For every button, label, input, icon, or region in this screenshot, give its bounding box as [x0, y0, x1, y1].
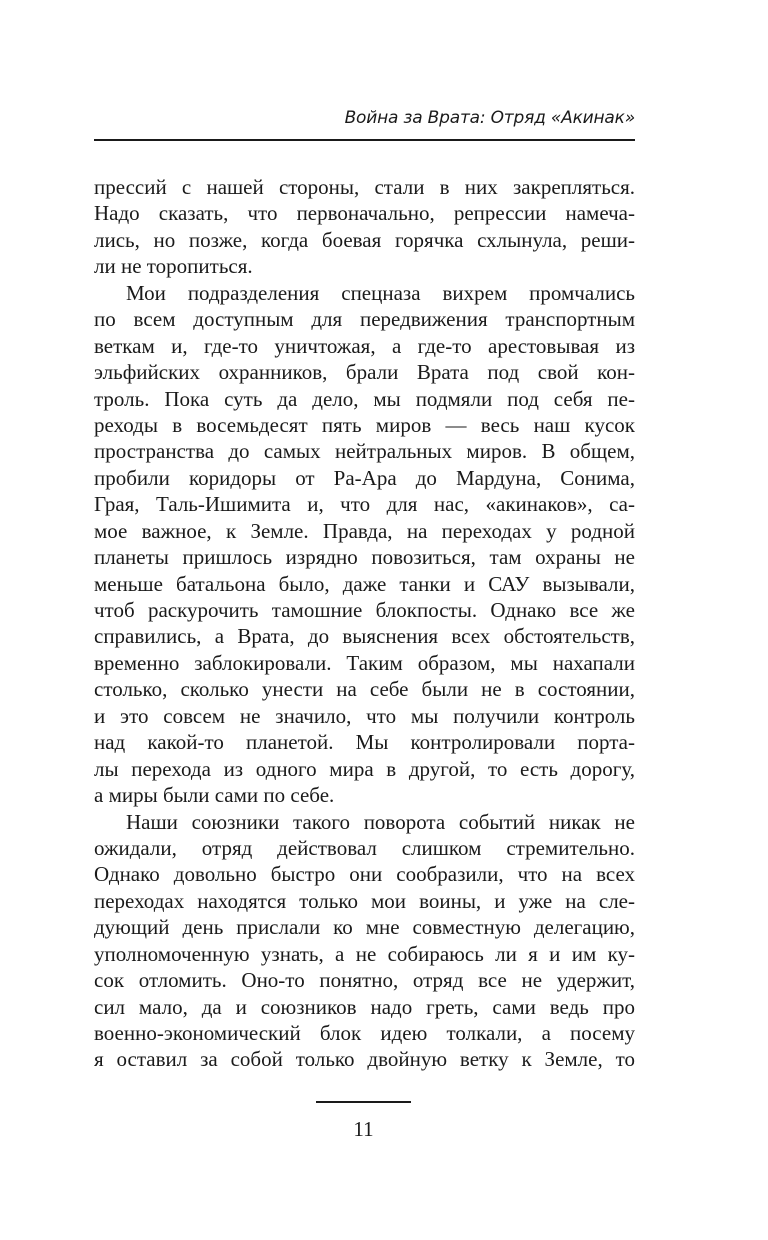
text-line: троль. Пока суть да дело, мы подмяли под себя пе- — [94, 386, 635, 411]
text-line: и это совсем не значило, что мы получили контроль — [94, 703, 635, 728]
page-number: 11 — [353, 1117, 374, 1141]
text-line: я оставил за собой только двойную ветку к Земле, то — [94, 1047, 635, 1072]
text-line: а миры были сами по себе. — [94, 783, 335, 808]
text-line: сок отломить. Оно-то понятно, отряд все не удержит, — [94, 968, 635, 993]
text-line: прессий с нашей стороны, стали в них закрепляться. — [94, 175, 635, 199]
text-line: ожидали, отряд действовал слишком стремительно. — [94, 835, 635, 860]
text-line: планеты пришлось изрядно повозиться, там охраны не — [94, 545, 635, 570]
text-line: чтоб раскурочить тамошние блокпосты. Однако все же — [94, 598, 635, 622]
footer-rule — [316, 1101, 411, 1103]
text-line: военно-экономический блок идею толкали, а посему — [94, 1021, 635, 1045]
text-line: лись, но позже, когда боевая горячка схлынула, реши- — [94, 227, 635, 252]
text-line: лы перехода из одного мира в другой, то есть дорогу, — [94, 756, 635, 781]
text-line: мое важное, к Земле. Правда, на переходах у родной — [94, 518, 635, 543]
text-line: пробили коридоры от Ра-Ара до Мардуна, Сонима, — [94, 465, 635, 490]
text-line: уполномоченную узнать, а не собираюсь ли я и им ку- — [94, 941, 635, 966]
text-line: сил мало, да и союзников надо греть, сами ведь про — [94, 994, 635, 1019]
text-line: пространства до самых нейтральных миров. В общем, — [94, 439, 635, 464]
text-line: эльфийских охранников, брали Врата под свой кон- — [94, 360, 635, 385]
text-line: ли не торопиться. — [94, 254, 253, 279]
text-line: дующий день прислали ко мне совместную делегацию, — [94, 915, 635, 940]
text-line: справились, а Врата, до выяснения всех обстоятельств, — [94, 624, 635, 649]
text-line: временно заблокировали. Таким образом, мы нахапали — [94, 650, 635, 675]
text-line: Надо сказать, что первоначально, репрессии намеча- — [94, 201, 635, 226]
text-line: над какой-то планетой. Мы контролировали порта- — [94, 730, 635, 755]
text-line: Грая, Таль-Ишимита и, что для нас, «акинаков», са- — [94, 492, 635, 517]
text-line: меньше батальона было, даже танки и САУ вызывали, — [94, 571, 635, 596]
text-line: Наши союзники такого поворота событий никак не — [126, 809, 635, 834]
text-line: реходы в восемьдесят пять миров — весь наш кусок — [94, 412, 635, 437]
text-line: веткам и, где-то уничтожая, а где-то арестовывая из — [94, 333, 635, 358]
text-line: переходах находятся только мои воины, и уже на сле- — [94, 888, 635, 913]
text-line: по всем доступным для передвижения транспортным — [94, 307, 635, 332]
header-rule — [94, 139, 635, 141]
text-line: Мои подразделения спецназа вихрем промчались — [126, 280, 635, 305]
body-text — [94, 174, 635, 1073]
text-line: Однако довольно быстро они сообразили, что на всех — [94, 862, 635, 887]
running-head-title: Война за Врата: Отряд «Акинак» — [344, 108, 635, 128]
text-line: столько, сколько унести на себе были не в состоянии, — [94, 677, 635, 702]
